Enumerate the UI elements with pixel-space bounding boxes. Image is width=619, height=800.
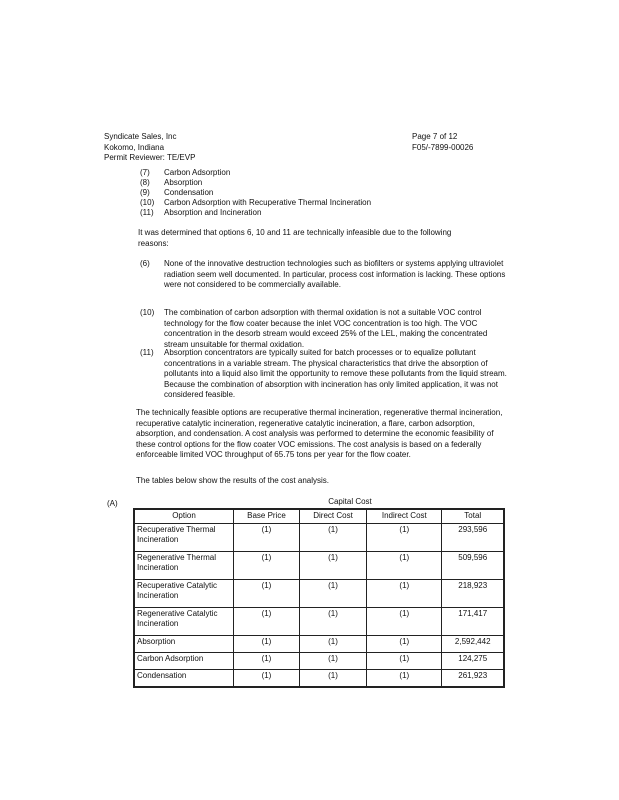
cost-cell: (1) — [299, 552, 366, 580]
cost-cell: (1) — [367, 670, 442, 688]
feasible-options-paragraph: The technically feasible options are recuperative thermal incineration, regenerative thermal incineration, recuperative catalytic incineration, regenerative catalytic incineration, a flare, carbon adsorption, absorption, and condensation. A cost analysis was performed to determine the economic feasibility of these control options for the flow coater VOC emissions. The cost analysis is based on a federally enforceable limited VOC throughput of 65.75 tons per year for the flow coater. — [136, 408, 503, 459]
cost-cell: (1) — [367, 524, 442, 552]
option-cell: Recuperative Catalytic Incineration — [134, 580, 234, 608]
table-label: (A) — [107, 499, 118, 508]
column-header: Option — [134, 509, 234, 524]
list-number: (8) — [140, 178, 150, 187]
list-text: Carbon Adsorption — [164, 168, 231, 177]
cost-cell: (1) — [367, 608, 442, 636]
cost-cell: (1) — [299, 524, 366, 552]
table-row — [134, 580, 504, 608]
reason-item — [140, 348, 510, 401]
table-caption: Capital Cost — [328, 497, 372, 506]
option-cell: Recuperative Thermal Incineration — [134, 524, 234, 552]
company-name: Syndicate Sales, Inc — [104, 132, 177, 141]
cost-cell: (1) — [234, 608, 300, 636]
list-number: (10) — [140, 198, 155, 207]
table-row — [134, 670, 504, 688]
list-text: Absorption — [164, 178, 203, 187]
cost-cell: (1) — [367, 580, 442, 608]
intro-paragraph: It was determined that options 6, 10 and 11 are technically infeasible due to the following reasons: — [138, 228, 452, 248]
list-number: (7) — [140, 168, 150, 177]
company-location: Kokomo, Indiana — [104, 142, 165, 152]
column-header: Direct Cost — [299, 509, 366, 524]
reason-number: (6) — [140, 259, 150, 268]
cost-cell: (1) — [367, 653, 442, 670]
option-cell: Absorption — [134, 636, 234, 653]
list-text: Carbon Adsorption with Recuperative Thermal Incineration — [164, 198, 372, 207]
cost-cell: (1) — [234, 552, 300, 580]
table-row — [134, 552, 504, 580]
cost-cell: (1) — [234, 636, 300, 653]
table-row — [134, 653, 504, 670]
cost-cell: 293,596 — [442, 524, 504, 552]
option-cell: Condensation — [134, 670, 234, 688]
cost-cell: 218,923 — [442, 580, 504, 608]
option-cell: Regenerative Catalytic Incineration — [134, 608, 234, 636]
capital-cost-table — [133, 508, 505, 688]
cost-cell: (1) — [299, 608, 366, 636]
table-header-row — [134, 509, 504, 524]
cost-cell: (1) — [299, 580, 366, 608]
column-header: Total — [442, 509, 504, 524]
header-right — [412, 132, 473, 153]
reason-text: None of the innovative destruction technologies such as biofilters or systems applying ultraviolet radiation seem well documented. In particular, process cost information is lacking. These options were not considered to be commercially available. — [164, 259, 506, 289]
list-number: (9) — [140, 188, 150, 197]
column-header: Indirect Cost — [367, 509, 442, 524]
cost-cell: (1) — [234, 670, 300, 688]
page-number: Page 7 of 12 — [412, 132, 458, 141]
list-number: (11) — [140, 208, 154, 217]
cost-cell: 124,275 — [442, 653, 504, 670]
table-row — [134, 636, 504, 653]
header-left — [104, 132, 195, 164]
column-header: Base Price — [234, 509, 300, 524]
cost-cell: (1) — [299, 653, 366, 670]
cost-cell: (1) — [367, 636, 442, 653]
cost-cell: (1) — [367, 552, 442, 580]
cost-cell: 509,596 — [442, 552, 504, 580]
cost-cell: (1) — [234, 580, 300, 608]
cost-cell: 2,592,442 — [442, 636, 504, 653]
option-cell: Carbon Adsorption — [134, 653, 234, 670]
reason-text: The combination of carbon adsorption with thermal oxidation is not a suitable VOC control technology for the flow coater because the inlet VOC concentration is too high. The VOC concentration in the desorb stream would exceed 25% of the LEL, making the concentrated stream unsuitable for thermal oxidation. — [164, 308, 488, 349]
cost-cell: (1) — [234, 524, 300, 552]
permit-number: F05/-7899-00026 — [412, 142, 474, 152]
option-cell: Regenerative Thermal Incineration — [134, 552, 234, 580]
cost-cell: 261,923 — [442, 670, 504, 688]
reason-item — [140, 259, 510, 291]
list-text: Condensation — [164, 188, 214, 197]
reason-text: Absorption concentrators are typically suited for batch processes or to equalize pollutant concentrations in a variable stream. The physical characteristics that drive the absorption of pollutants into a liquid also limit the opportunity to remove these pollutants from the liquid stream. Because the combination of absorption with incineration has only limited application, it was not considered feasible. — [164, 348, 507, 399]
tables-intro: The tables below show the results of the cost analysis. — [136, 476, 329, 485]
reason-number: (10) — [140, 308, 155, 317]
cost-cell: 171,417 — [442, 608, 504, 636]
cost-cell: (1) — [299, 670, 366, 688]
reason-item — [140, 308, 510, 350]
list-text: Absorption and Incineration — [164, 208, 262, 217]
permit-reviewer: Permit Reviewer: TE/EVP — [104, 153, 196, 162]
table-row — [134, 524, 504, 552]
reason-number: (11) — [140, 348, 154, 357]
cost-cell: (1) — [299, 636, 366, 653]
table-row — [134, 608, 504, 636]
cost-cell: (1) — [234, 653, 300, 670]
